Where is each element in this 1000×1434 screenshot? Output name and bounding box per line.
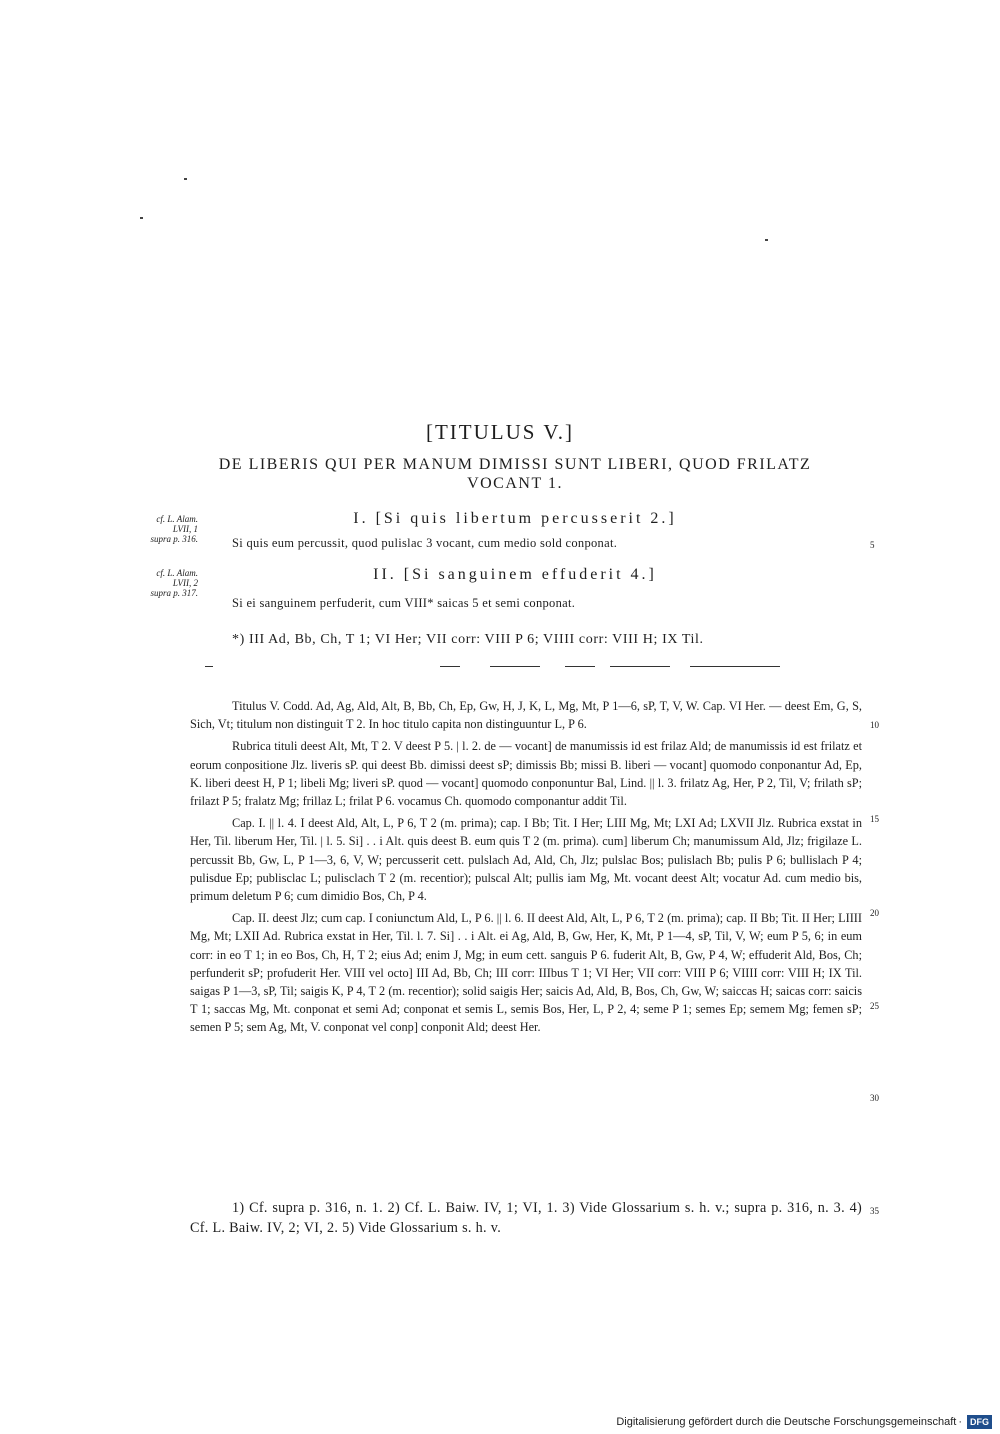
marginal-note-line: LVII, 2 [172,578,198,588]
chapter-1-text: Si quis eum percussit, quod pulislac 3 vocant, cum medio sold conponat. [232,536,618,550]
line-number: 15 [870,814,879,824]
footnotes: 1) Cf. supra p. 316, n. 1. 2) Cf. L. Baiw. IV, 1; VI, 1. 3) Vide Glossarium s. h. v.; supra p. 316, n. 3. 4) Cf. L. Baiw. IV, 2; VI, 2. 5) Vide Glossarium s. h. v. [190,1200,862,1236]
critical-apparatus [190,697,862,1041]
marginal-note-1 [108,514,198,544]
apparatus-paragraph: Rubrica tituli deest Alt, Mt, T 2. V deest P 5. | l. 2. de — vocant] de manumissis id est frilaz Ald; de manumissis id est frilatz et eorum conpositione Jlz. liveris sP. qui deest Bb. dimissi deest sP; dimissis Bb; missi B. liberi — vocant] quomodo conponantur Ad, Ep, K. liberi deest H, P 1; libeli Mg; liveri sP. quod — vocant] quomodo conponuntur Bal, Lind. || l. 3. frilatz Ag, Her, P 2, Til, V; frilath sP; frilazt P 5; fralatz Mg; frillaz L; frilat P 6. vocamus Ch. quomodo componantur addit Til. [190,739,862,809]
separator-line [565,666,595,667]
separator-line [205,666,213,667]
line-number: 20 [870,908,879,918]
chapter-1-title: I. [Si quis libertum percusserit 2.] [353,510,677,527]
line-number: 25 [870,1001,879,1011]
separator-line [690,666,780,667]
apparatus-paragraph: Cap. I. || l. 4. I deest Ald, Alt, L, P 6, T 2 (m. prima); cap. I Bb; Tit. I Her; LIII Mg, Mt; LXI Ad; LXVII Jlz. Rubrica exstat in Her, Til. liberum Her, Til. | l. 5. Si] . . i Alt. quis deest B. eum quis T 2 (m. prima). cum] liberum Ch; manumissum Ald, Jlz; frigilaze L. percussit Bb, Gw, L, P 1—3, 6, V, W; percusserit cett. pulslach Ad, Ald, Ch, Jlz; pulslac Bos; pulislach Bb; pulis P 6; bullislach P 4; pulisdue Ep; publisclac L; pulisclach T 2 (m. recentior); pulscal Alt; pullis iam Mg, Mt. vocant deest Alt; vocatur Ad. cum medio bis, primum deletum P 6; cum dimidio Bos, Ch, P 4. [190,816,862,904]
apparatus-paragraph: Cap. II. deest Jlz; cum cap. I coniunctum Ald, L, P 6. || l. 6. II deest Ald, Alt, L, P 6, T 2 (m. prima); cap. II Bb; Tit. II Her; LIIII Mg, Mt; LXII Ad. Rubrica exstat in Her, Til. l. 7. Si] . . i Alt. ei Ag, Ald, B, Gw, Her, K, Mt, P 1—4, sP, Til, V, W; eum P 5, 6; in eum corr: in eo T 1; in eo Bos, Ch, H, T 2; eius Ad; enim J, Mg; in eum cett. sanguis P 6. fuderit Alt, B, Gw, P 4, W; effuderit Ald, Bos, Ch; perfunderit sP; profuderit Her. VIII vel octo] III Ad, Bb, Ch; III corr: IIIbus T 1; VI Her; VII corr: VIII P 6; VIIII corr: VIII H; IX Til. saigas P 1—3, sP, Til; saigis K, P 4, T 2 (m. recentior); solid saigis Her; saicis Ad, Ald, B, Bos, Ch, Gw, W; saiccas H; saicas corr: saicis T 1; saccas Mg, Mt. conponat et semi Ad; conponat et semis L, semis Bos, Her, L, P 2, 4; seme P 1; semes Ep; semem Mg; femen sP; semen P 5; sem Ag, Mt, V. conponat vel conp] conponit Ald; deest Her. [190,911,862,1035]
separator-line [610,666,670,667]
titulus-heading: [TITULUS V.] [425,420,575,444]
footer-text: Digitalisierung gefördert durch die Deutsche Forschungsgemeinschaft [616,1416,957,1428]
marginal-note-line: LVII, 1 [172,524,198,534]
scan-speck [140,217,143,219]
line-number: 30 [870,1093,879,1103]
marginal-note-line: supra p. 316. [150,534,198,544]
marginal-note-line: cf. L. Alam. [156,514,198,524]
star-note: *) III Ad, Bb, Ch, T 1; VI Her; VII corr: VIII P 6; VIIII corr: VIII H; IX Til. [232,632,704,647]
line-number: 5 [870,540,875,550]
scan-speck [765,239,768,241]
separator-line [490,666,540,667]
line-number: 10 [870,720,879,730]
marginal-note-2 [108,568,198,598]
separator-line [440,666,460,667]
chapter-2-title: II. [Si sanguinem effuderit 4.] [373,566,657,583]
scan-speck [184,178,187,180]
marginal-note-line: supra p. 317. [150,588,198,598]
dfg-footer: Digitalisierung gefördert durch die Deutsche Forschungsgemeinschaft · DFG [616,1414,992,1430]
title-heading: DE LIBERIS QUI PER MANUM DIMISSI SUNT LIBERI, QUOD FRILATZ VOCANT 1. [218,456,812,492]
chapter-2-text: Si ei sanguinem perfuderit, cum VIII* saicas 5 et semi conponat. [232,596,576,610]
apparatus-paragraph: Titulus V. Codd. Ad, Ag, Ald, Alt, B, Bb, Ch, Ep, Gw, H, J, K, L, Mg, Mt, P 1—6, sP, T, V, W. Cap. VI Her. — deest Em, G, S, Sich, Vt; titulum non distinguit T 2. In hoc titulo capita non distinguuntur L, P 6. [190,699,862,732]
dfg-logo-icon: DFG [967,1415,992,1429]
line-number: 35 [870,1206,879,1216]
marginal-note-line: cf. L. Alam. [156,568,198,578]
